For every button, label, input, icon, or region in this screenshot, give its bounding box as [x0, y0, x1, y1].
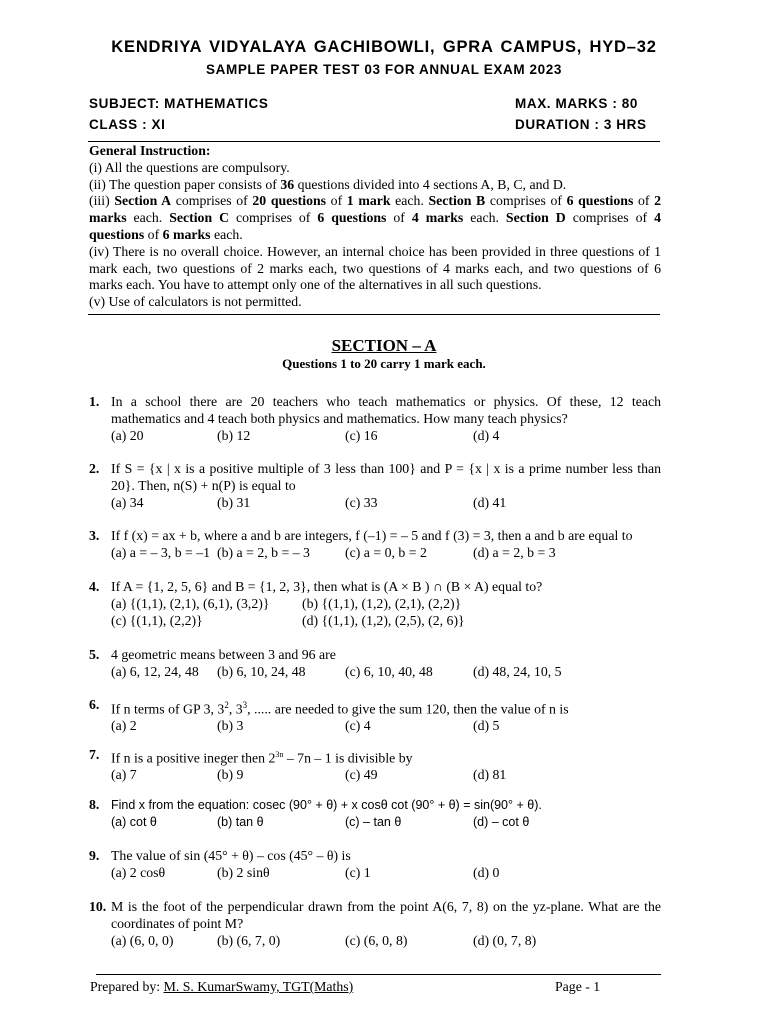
- question-10: [89, 899, 661, 950]
- instruction-text: of: [326, 193, 347, 209]
- question-2: [89, 461, 661, 512]
- option-d: (d) – cot θ: [473, 814, 530, 829]
- question-text-part: Find x from the equation:: [111, 798, 253, 812]
- question-options: [111, 613, 661, 630]
- option-c: (c) 49: [345, 767, 378, 783]
- class-label: CLASS : XI: [89, 117, 166, 132]
- option-d: (d) a = 2, b = 3: [473, 544, 556, 560]
- option-c: (c) {(1,1), (2,2)}: [111, 612, 203, 628]
- option-d: (d) (0, 7, 8): [473, 932, 537, 948]
- question-1: [89, 394, 661, 445]
- option-a: (a) 7: [111, 767, 137, 783]
- question-options: [111, 865, 661, 882]
- option-b: (b) 6, 10, 24, 48: [217, 663, 306, 679]
- question-8: [89, 797, 661, 831]
- instructions-heading: General Instruction:: [89, 143, 211, 158]
- instruction-text: of: [386, 210, 412, 226]
- instruction-text: comprises of: [171, 193, 253, 209]
- option-b: (b) a = 2, b = – 3: [217, 544, 310, 560]
- superscript: 3n: [275, 750, 284, 759]
- instruction-text: each.: [126, 210, 170, 226]
- question-text: If A = {1, 2, 5, 6} and B = {1, 2, 3}, then what is (A × B ) ∩ (B × A) equal to?: [111, 579, 543, 594]
- question-number: 9.: [89, 848, 100, 863]
- option-c: (c) 6, 10, 40, 48: [345, 663, 433, 679]
- option-a: (a) 2 cosθ: [111, 864, 166, 880]
- question-text: If S = {x | x is a positive multiple of 3 less than 100} and P = {x | x is a prime number less than 20}. Then, n(S) + n(P) is equal to: [111, 461, 661, 493]
- option-b: (b) {(1,1), (1,2), (2,1), (2,2)}: [302, 595, 462, 611]
- option-d: (d) 5: [473, 718, 500, 734]
- option-d: (d) 41: [473, 494, 507, 510]
- footer-prepared-by: [90, 979, 353, 995]
- instruction-text: each.: [210, 226, 243, 242]
- option-b: (b) 31: [217, 494, 251, 510]
- question-6: [89, 697, 661, 735]
- option-d: (d) 48, 24, 10, 5: [473, 663, 562, 679]
- option-a: (a) cot θ: [111, 814, 157, 829]
- question-text-part: If n terms of GP 3, 3: [111, 701, 225, 717]
- question-text-part: – 7n – 1 is divisible by: [283, 750, 413, 766]
- question-text: 4 geometric means between 3 and 96 are: [111, 647, 336, 662]
- instruction-v: (v) Use of calculators is not permitted.: [89, 294, 302, 310]
- option-c: (c) 4: [345, 718, 371, 734]
- question-3: [89, 528, 661, 562]
- general-instructions: [89, 143, 661, 311]
- question-text: In a school there are 20 teachers who teach mathematics or physics. Of these, 12 teach mathematics and 4 teach both physics and mathematics. How many teach physics?: [111, 394, 661, 426]
- option-a: (a) a = – 3, b = –1: [111, 544, 211, 560]
- option-c: (c) – tan θ: [345, 814, 402, 829]
- instruction-bold: Section C: [169, 210, 230, 226]
- duration-label: DURATION : 3 HRS: [515, 117, 647, 132]
- option-b: (b) (6, 7, 0): [217, 932, 281, 948]
- question-text-part: If n is a positive ineger then 2: [111, 750, 276, 766]
- option-c: (c) 16: [345, 427, 378, 443]
- instruction-bold: 1 mark: [346, 193, 391, 209]
- instruction-bold: 6 marks: [162, 226, 211, 242]
- option-b: (b) 12: [217, 427, 251, 443]
- option-a: (a) {(1,1), (2,1), (6,1), (3,2)}: [111, 595, 270, 611]
- instructions-divider: [88, 314, 660, 315]
- question-options: [111, 545, 661, 562]
- question-number: 7.: [89, 747, 100, 762]
- option-d: (d) 0: [473, 864, 500, 880]
- instruction-iii: [89, 193, 661, 243]
- section-note: Questions 1 to 20 carry 1 mark each.: [282, 356, 486, 371]
- question-7: [89, 747, 661, 784]
- option-a: (a) 2: [111, 718, 137, 734]
- question-number: 8.: [89, 797, 100, 812]
- option-b: (b) tan θ: [217, 814, 264, 829]
- instruction-text: each.: [463, 210, 506, 226]
- option-b: (b) 2 sinθ: [217, 864, 270, 880]
- option-c: (c) (6, 0, 8): [345, 932, 408, 948]
- question-number: 4.: [89, 579, 100, 594]
- instruction-bold: 4 questions: [89, 210, 661, 242]
- option-b: (b) 3: [217, 718, 244, 734]
- question-5: [89, 647, 661, 681]
- instruction-text: (ii) The question paper consists of: [89, 176, 281, 192]
- instruction-text: questions divided into 4 sections A, B, C, and D.: [294, 176, 567, 192]
- question-4: [89, 579, 661, 630]
- subject-label: SUBJECT: MATHEMATICS: [89, 96, 269, 111]
- question-text: [111, 747, 661, 767]
- instruction-text: (iii): [89, 193, 115, 209]
- max-marks-label: MAX. MARKS : 80: [515, 96, 639, 111]
- instruction-text: each.: [390, 193, 429, 209]
- superscript: 2: [224, 700, 229, 710]
- question-options: [111, 767, 661, 784]
- section-title: SECTION – A: [331, 336, 437, 355]
- question-options: [111, 428, 661, 445]
- instruction-bold: Section D: [505, 210, 566, 226]
- instruction-bold: 6 questions: [566, 193, 634, 209]
- header-divider: [88, 141, 660, 142]
- question-text-part: , 3: [228, 701, 243, 717]
- question-options: [111, 495, 661, 512]
- option-d: (d) 4: [473, 427, 500, 443]
- option-d: (d) 81: [473, 767, 507, 783]
- option-a: (a) (6, 0, 0): [111, 932, 174, 948]
- question-options: [111, 718, 661, 735]
- option-c: (c) 33: [345, 494, 378, 510]
- question-options: [111, 664, 661, 681]
- option-a: (a) 20: [111, 427, 144, 443]
- question-text-part: cosec (90° + θ) + x cosθ cot (90° + θ) = sin(90° + θ).: [252, 798, 542, 812]
- footer-label: Prepared by:: [90, 979, 164, 994]
- question-text: [111, 697, 661, 718]
- instruction-text: comprises of: [485, 193, 567, 209]
- paper-title: SAMPLE PAPER TEST 03 FOR ANNUAL EXAM 2023: [206, 62, 562, 77]
- option-a: (a) 34: [111, 494, 144, 510]
- instruction-bold: 36: [280, 176, 295, 192]
- question-number: 5.: [89, 647, 100, 662]
- question-number: 2.: [89, 461, 100, 476]
- instruction-iv: (iv) There is no overall choice. However, an internal choice has been provided in three questions of 1 mark each, two questions of 2 marks each, two questions of 4 marks each, and two questions of 6 marks each. You have to attempt only one of the alternatives in all such questions.: [89, 243, 661, 293]
- question-text: M is the foot of the perpendicular drawn from the point A(6, 7, 8) on the yz-plane. What are the coordinates of point M?: [111, 899, 661, 931]
- instruction-text: of: [633, 193, 655, 209]
- instruction-bold: 2 marks: [89, 193, 661, 226]
- question-text: The value of sin (45° + θ) – cos (45° – θ) is: [111, 848, 351, 863]
- instruction-text: comprises of: [229, 210, 318, 226]
- instruction-bold: 20 questions: [252, 193, 327, 209]
- instruction-bold: Section B: [428, 193, 486, 209]
- page-number: Page - 1: [555, 979, 601, 994]
- school-title: KENDRIYA VIDYALAYA GACHIBOWLI, GPRA CAMPUS, HYD–32: [111, 38, 657, 56]
- question-options: [111, 933, 661, 950]
- question-number: 3.: [89, 528, 100, 543]
- option-a: (a) 6, 12, 24, 48: [111, 663, 199, 679]
- instruction-bold: Section A: [114, 193, 172, 209]
- footer-author: M. S. KumarSwamy, TGT(Maths): [163, 979, 354, 994]
- footer-divider: [96, 974, 661, 975]
- superscript: 3: [242, 700, 248, 710]
- question-number: 6.: [89, 697, 100, 712]
- instruction-text: of: [144, 226, 163, 242]
- question-number: 1.: [89, 394, 100, 409]
- question-text: [111, 797, 661, 814]
- option-d: (d) {(1,1), (1,2), (2,5), (2, 6)}: [302, 612, 465, 628]
- option-b: (b) 9: [217, 767, 244, 783]
- question-9: [89, 848, 661, 882]
- option-c: (c) a = 0, b = 2: [345, 544, 427, 560]
- question-text-part: , ..... are needed to give the sum 120, then the value of n is: [247, 701, 569, 717]
- instruction-text: comprises of: [565, 210, 655, 226]
- question-number: 10.: [89, 899, 107, 914]
- instruction-ii: [89, 177, 661, 194]
- question-options: [111, 596, 661, 613]
- option-c: (c) 1: [345, 864, 371, 880]
- instruction-bold: 4 marks: [411, 210, 464, 226]
- question-options: [111, 814, 661, 831]
- instruction-i: (i) All the questions are compulsory.: [89, 159, 290, 175]
- question-text: If f (x) = ax + b, where a and b are integers, f (–1) = – 5 and f (3) = 3, then a and b are equal to: [111, 528, 633, 543]
- instruction-bold: 6 questions: [317, 210, 387, 226]
